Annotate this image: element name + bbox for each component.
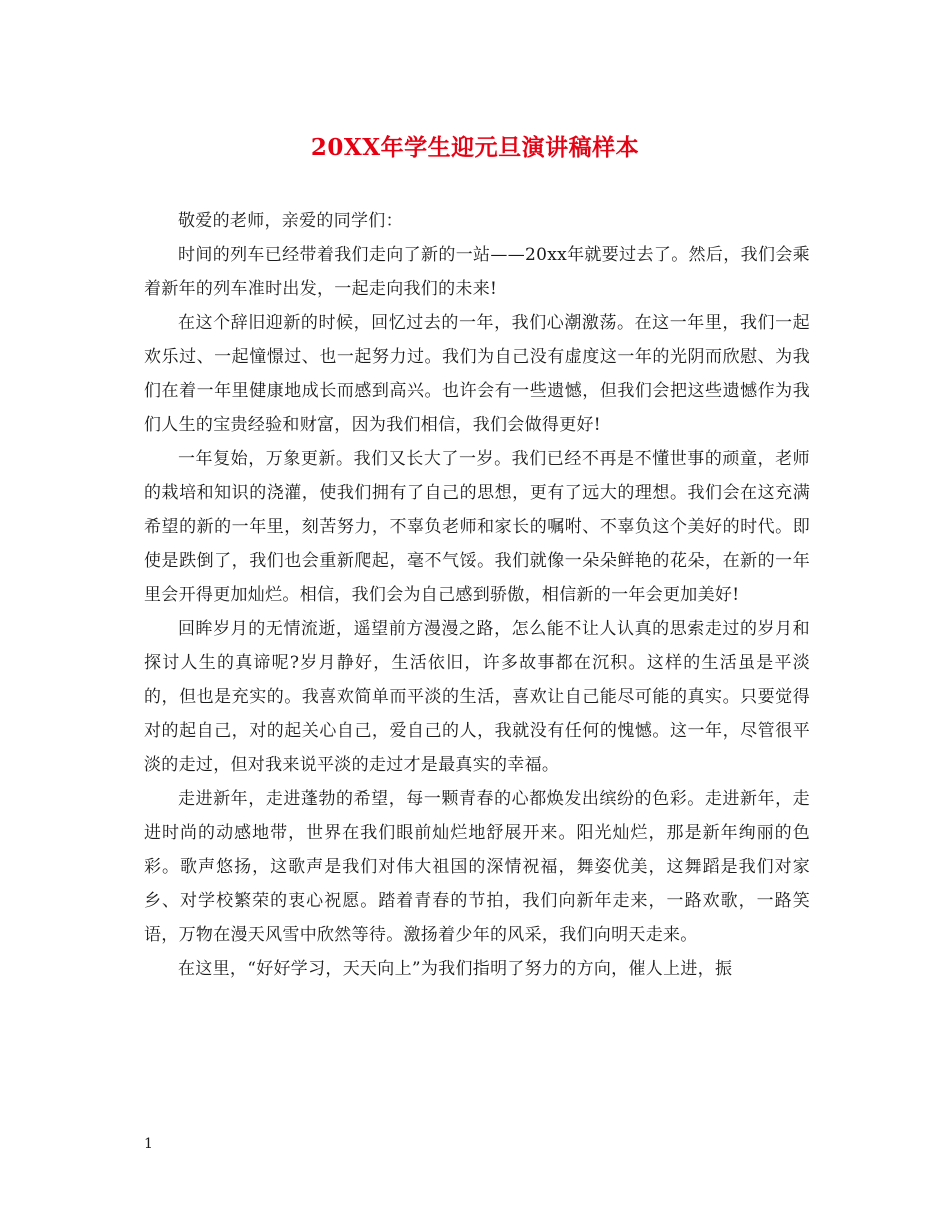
document-body bbox=[144, 204, 810, 986]
paragraph-3: 一年复始，万象更新。我们又长大了一岁。我们已经不再是不懂世事的顽童，老师的栽培和知识的浇灌，使我们拥有了自己的思想，更有了远大的理想。我们会在这充满希望的新的一年里，刻苦努力，不辜负老师和家长的嘱咐、不辜负这个美好的时代。即使是跌倒了，我们也会重新爬起，毫不气馁。我们就像一朵朵鲜艳的花朵，在新的一年里会开得更加灿烂。相信，我们会为自己感到骄傲，相信新的一年会更加美好! bbox=[144, 449, 810, 605]
paragraph-4: 回眸岁月的无情流逝，遥望前方漫漫之路，怎么能不让人认真的思索走过的岁月和探讨人生的真谛呢?岁月静好，生活依旧，许多故事都在沉积。这样的生活虽是平淡的，但也是充实的。我喜欢简单而平淡的生活，喜欢让自己能尽可能的真实。只要觉得对的起自己，对的起关心自己，爱自己的人，我就没有任何的愧憾。这一年，尽管很平淡的走过，但对我来说平淡的走过才是最真实的幸福。 bbox=[144, 619, 810, 775]
paragraph-1: 时间的列车已经带着我们走向了新的一站——20xx年就要过去了。然后，我们会乘着新年的列车准时出发，一起走向我们的未来! bbox=[144, 245, 810, 299]
document-title: 20XX年学生迎元旦演讲稿样本 bbox=[310, 134, 640, 161]
salutation: 敬爱的老师，亲爱的同学们： bbox=[178, 211, 403, 231]
page-number: 1 bbox=[144, 1136, 153, 1152]
paragraph-2: 在这个辞旧迎新的时候，回忆过去的一年，我们心潮激荡。在这一年里，我们一起欢乐过、一起憧憬过、也一起努力过。我们为自己没有虚度这一年的光阴而欣慰、为我们在着一年里健康地成长而感到高兴。也许会有一些遗憾，但我们会把这些遗憾作为我们人生的宝贵经验和财富，因为我们相信，我们会做得更好! bbox=[144, 313, 810, 435]
paragraph-6: 在这里，“好好学习，天天向上”为我们指明了努力的方向，催人上进，振 bbox=[178, 959, 733, 979]
paragraph-5: 走进新年，走进蓬勃的希望，每一颗青春的心都焕发出缤纷的色彩。走进新年，走进时尚的动感地带，世界在我们眼前灿烂地舒展开来。阳光灿烂，那是新年绚丽的色彩。歌声悠扬，这歌声是我们对伟大祖国的深情祝福，舞姿优美，这舞蹈是我们对家乡、对学校繁荣的衷心祝愿。踏着青春的节拍，我们向新年走来，一路欢歌，一路笑语，万物在漫天风雪中欣然等待。激扬着少年的风采，我们向明天走来。 bbox=[144, 789, 810, 945]
